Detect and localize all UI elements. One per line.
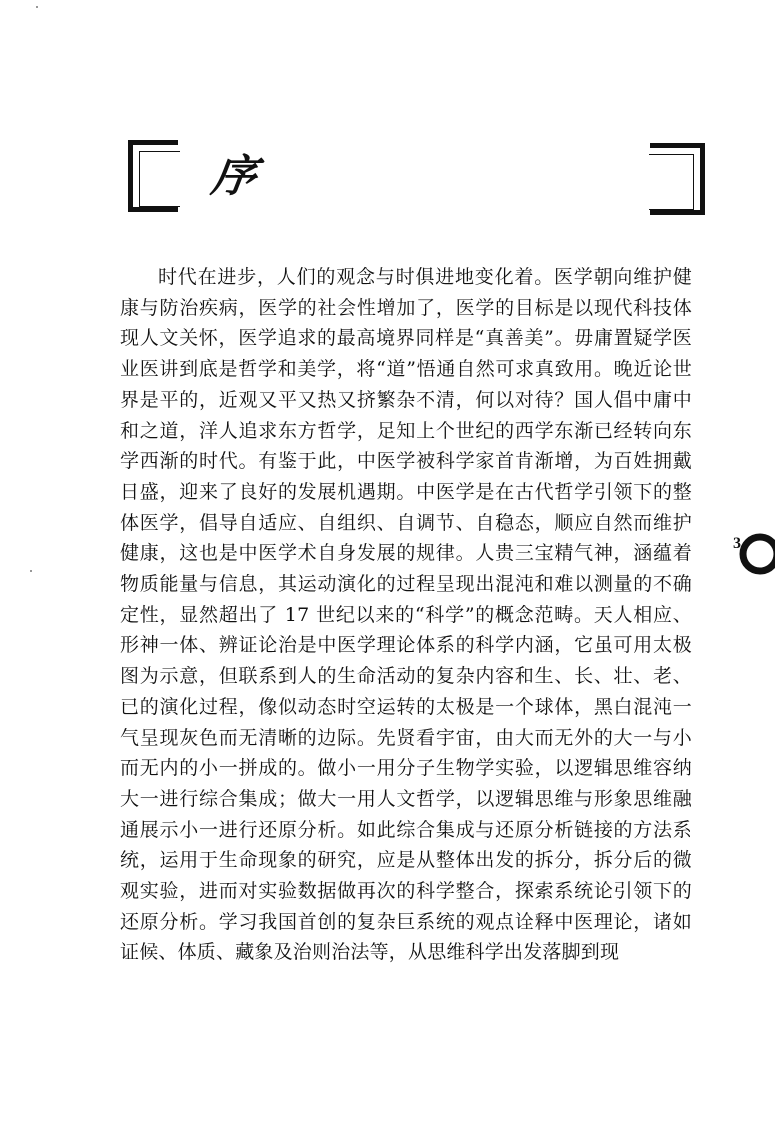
page-number: 3	[733, 535, 741, 552]
scan-speck	[30, 570, 32, 572]
preface-body	[120, 262, 692, 968]
left-bracket-ornament	[128, 140, 178, 212]
page-title: 序	[208, 151, 262, 202]
scan-speck	[36, 6, 38, 8]
page-number-marker	[736, 528, 775, 592]
circle-marker-icon	[736, 528, 775, 592]
right-bracket-ornament	[650, 143, 705, 215]
paragraph: 时代在进步，人们的观念与时俱进地变化着。医学朝向维护健康与防治疾病，医学的社会性增加了，医学的目标是以现代科技体现人文关怀，医学追求的最高境界同样是“真善美”。毋庸置疑学医业医讲到底是哲学和美学，将“道”悟通自然可求真致用。晚近论世界是平的，近观又平又热又挤繁杂不清，何以对待？国人倡中庸中和之道，洋人追求东方哲学，足知上个世纪的西学东渐已经转向东学西渐的时代。有鉴于此，中医学被科学家首肯渐增，为百姓拥戴日盛，迎来了良好的发展机遇期。中医学是在古代哲学引领下的整体医学，倡导自适应、自组织、自调节、自稳态，顺应自然而维护健康，这也是中医学术自身发展的规律。人贵三宝精气神，涵蕴着物质能量与信息，其运动演化的过程呈现出混沌和难以测量的不确定性，显然超出了 17 世纪以来的“科学”的概念范畴。天人相应、形神一体、辨证论治是中医学理论体系的科学内涵，它虽可用太极图为示意，但联系到人的生命活动的复杂内容和生、长、壮、老、已的演化过程，像似动态时空运转的太极是一个球体，黑白混沌一气呈现灰色而无清晰的边际。先贤看宇宙，由大而无外的大一与小而无内的小一拼成的。做小一用分子生物学实验，以逻辑思维容纳大一进行综合集成；做大一用人文哲学，以逻辑思维与形象思维融通展示小一进行还原分析。如此综合集成与还原分析链接的方法系统，运用于生命现象的研究，应是从整体出发的拆分，拆分后的微观实验，进而对实验数据做再次的科学整合，探索系统论引领下的还原分析。学习我国首创的复杂巨系统的观点诠释中医理论，诸如证候、体质、藏象及治则治法等，从思维科学出发落脚到现	[120, 266, 692, 964]
